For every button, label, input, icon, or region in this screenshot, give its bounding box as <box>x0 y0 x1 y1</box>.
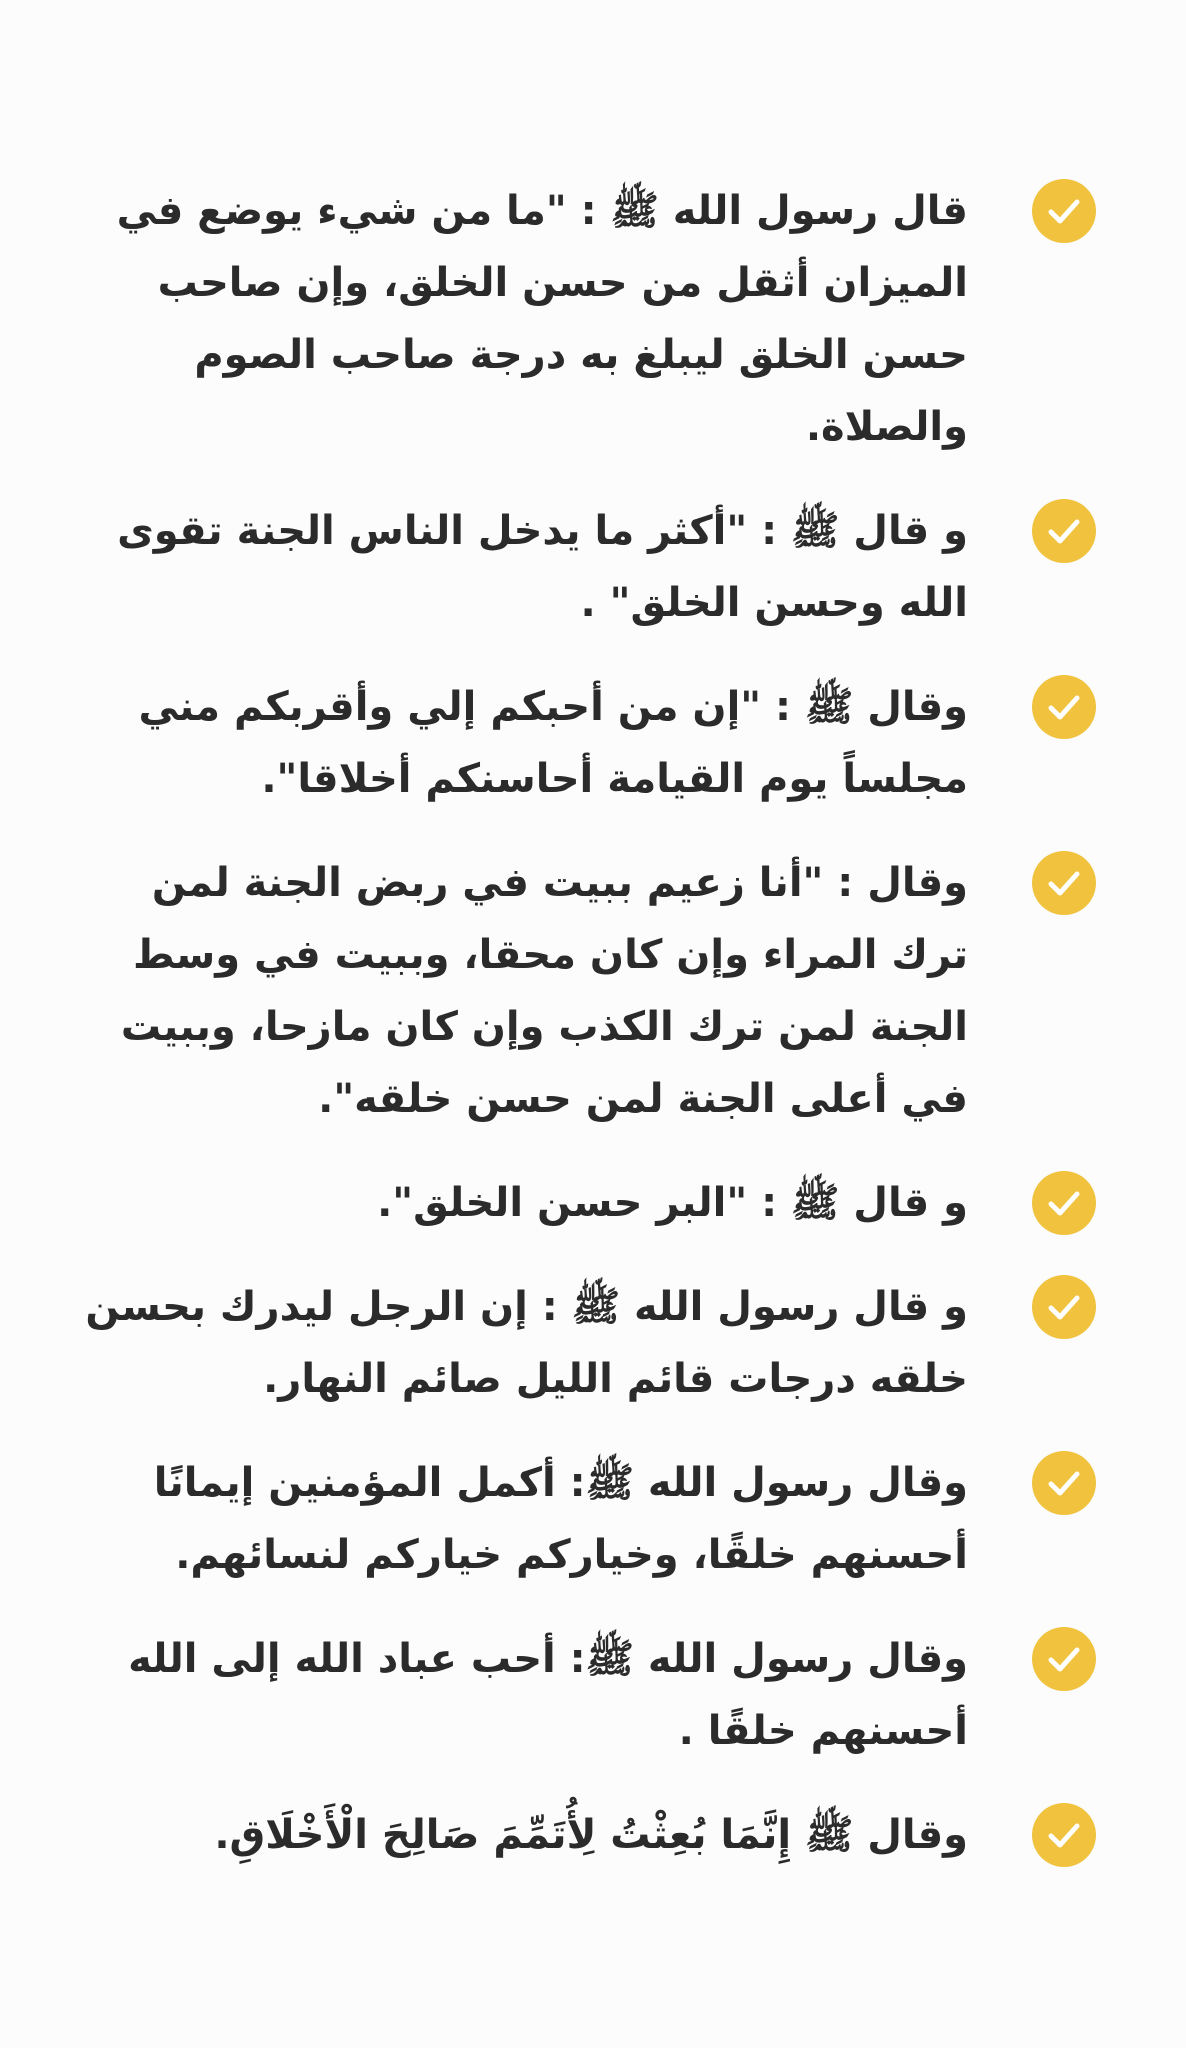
check-circle-icon <box>1032 499 1096 563</box>
check-circle-icon <box>1032 851 1096 915</box>
hadith-item-4 <box>66 847 1096 1135</box>
hadith-text: وقال : "أنا زعيم ببيت في ربض الجنة لمن ترك المراء وإن كان محقا، وببيت في وسط الجنة لمن ترك الكذب وإن كان مازحا، وببيت في أعلى الجنة لمن حسن خلقه". <box>120 860 968 1122</box>
hadith-item-9 <box>66 1799 1096 1871</box>
hadith-item-6 <box>66 1271 1096 1415</box>
check-circle-icon <box>1032 1803 1096 1867</box>
hadith-list <box>66 175 1096 1903</box>
hadith-text: وقال رسول الله ﷺ: أحب عباد الله إلى الله أحسنهم خلقًا . <box>128 1636 968 1754</box>
hadith-text: وقال ﷺ : "إن من أحبكم إلي وأقربكم مني مجلساً يوم القيامة أحاسنكم أخلاقا". <box>138 684 968 802</box>
hadith-text: و قال ﷺ : "البر حسن الخلق". <box>377 1180 968 1226</box>
check-circle-icon <box>1032 179 1096 243</box>
check-circle-icon <box>1032 1275 1096 1339</box>
hadith-text: وقال ﷺ إِنَّمَا بُعِثْتُ لِأُتَمِّمَ صَالِحَ الْأَخْلَاقِ. <box>214 1812 968 1858</box>
hadith-text: و قال رسول الله ﷺ : إن الرجل ليدرك بحسن خلقه درجات قائم الليل صائم النهار. <box>85 1284 968 1402</box>
hadith-text: و قال ﷺ : "أكثر ما يدخل الناس الجنة تقوى الله وحسن الخلق" . <box>117 508 968 626</box>
hadith-item-7 <box>66 1447 1096 1591</box>
hadith-item-5 <box>66 1167 1096 1239</box>
check-circle-icon <box>1032 1451 1096 1515</box>
check-circle-icon <box>1032 1171 1096 1235</box>
hadith-text: وقال رسول الله ﷺ: أكمل المؤمنين إيمانًا أحسنهم خلقًا، وخياركم خياركم لنسائهم. <box>153 1460 968 1578</box>
check-circle-icon <box>1032 1627 1096 1691</box>
hadith-item-3 <box>66 671 1096 815</box>
hadith-item-8 <box>66 1623 1096 1767</box>
hadith-text: قال رسول الله ﷺ : "ما من شيء يوضع في الميزان أثقل من حسن الخلق، وإن صاحب حسن الخلق ليبلغ به درجة صاحب الصوم والصلاة. <box>116 188 968 450</box>
hadith-item-1 <box>66 175 1096 463</box>
hadith-item-2 <box>66 495 1096 639</box>
check-circle-icon <box>1032 675 1096 739</box>
